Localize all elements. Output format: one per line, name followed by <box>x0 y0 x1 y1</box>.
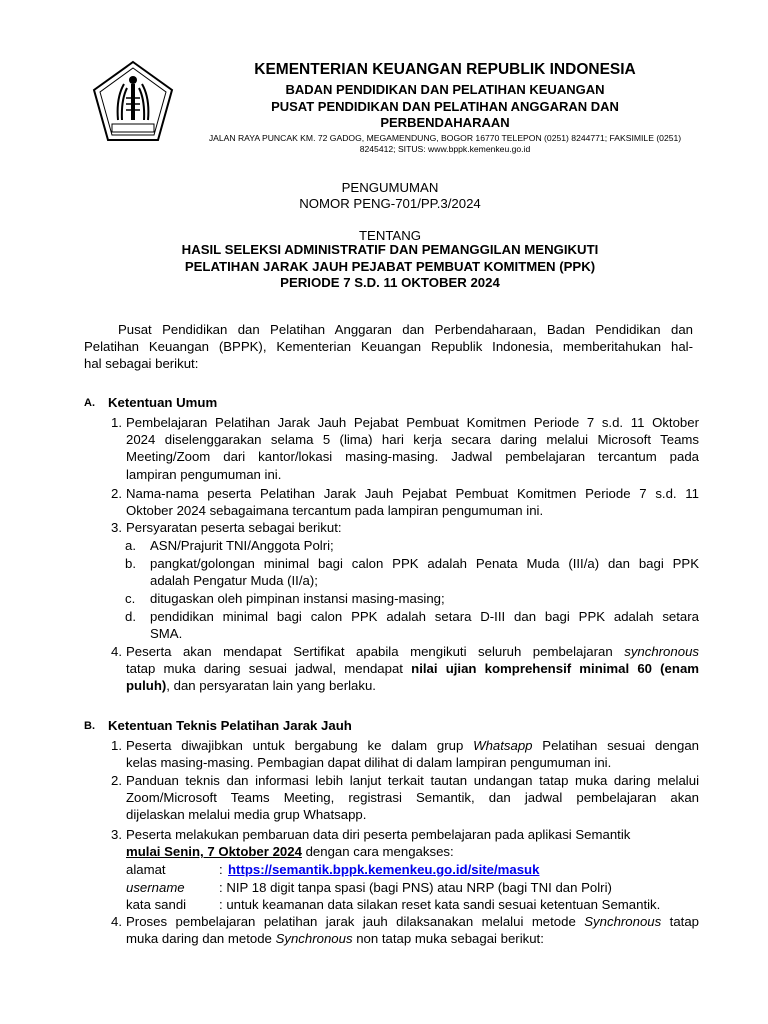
ministry-logo <box>88 58 178 148</box>
list-item: Nama-nama peserta Pelatihan Jarak Jauh Pejabat Pembuat Komitmen Periode 7 s.d. 11 Oktober 2024 sebagaimana tercantum pada lampiran pengumuman ini. <box>126 486 699 519</box>
username-label: username <box>126 880 185 895</box>
sub-item: pangkat/golongan minimal bagi calon PPK adalah Penata Muda (III/a) dan bagi PPK adalah Pengatur Muda (II/a); <box>150 556 699 589</box>
section-a-letter: A. <box>84 397 95 409</box>
announcement-subject: HASIL SELEKSI ADMINISTRATIF DAN PEMANGGILAN MENGIKUTI PELATIHAN JARAK JAUH PEJABAT PEMBUAT KOMITMEN (PPK) PERIODE 7 S.D. 11 OKTOBER 2024 <box>181 242 599 290</box>
announcement-label: PENGUMUMAN <box>341 180 439 195</box>
section-a-title: Ketentuan Umum <box>108 395 218 410</box>
list-item-number: 4. <box>111 914 122 929</box>
announcement-number: NOMOR PENG-701/PP.3/2024 <box>299 196 481 211</box>
about-label: TENTANG <box>358 228 422 243</box>
alamat-label: alamat <box>126 862 166 877</box>
list-item-number: 2. <box>111 773 122 788</box>
ministry-name: KEMENTERIAN KEUANGAN REPUBLIK INDONESIA <box>254 61 636 78</box>
password-label: kata sandi <box>126 897 187 912</box>
list-item-number: 3. <box>111 520 122 535</box>
sub-item-letter: a. <box>125 538 136 553</box>
list-item: Pembelajaran Pelatihan Jarak Jauh Pejabat Pembuat Komitmen Periode 7 s.d. 11 Oktober 2024 diselenggarakan selama 5 (lima) hari kerja secara daring melalui Microsoft Teams Meeting/Zoom dari kantor/lokasi masing-masing. Jadwal pembelajaran tercantum pada lampiran pengumuman ini. <box>126 415 699 482</box>
list-item-number: 1. <box>111 415 122 430</box>
sub-item-letter: d. <box>125 609 136 624</box>
sub-item: ASN/Prajurit TNI/Anggota Polri; <box>150 538 334 553</box>
password-value: : untuk keamanan data silakan reset kata sandi sesuai ketentuan Semantik. <box>219 897 661 912</box>
section-b-title: Ketentuan Teknis Pelatihan Jarak Jauh <box>108 718 352 733</box>
list-item: Proses pembelajaran pelatihan jarak jauh dilaksanakan melalui metode Synchronous tatap muka daring dan metode Synchronous non tatap muka sebagai berikut: <box>126 914 700 947</box>
intro-paragraph: Pusat Pendidikan dan Pelatihan Anggaran dan Perbendaharaan, Badan Pendidikan dan Pelatihan Keuangan (BPPK), Kementerian Keuangan Republik Indonesia, memberitahukan hal- hal sebagai berikut: <box>84 322 693 372</box>
sub-item: ditugaskan oleh pimpinan instansi masing-masing; <box>150 591 445 606</box>
sub-item: pendidikan minimal bagi calon PPK adalah setara D-III dan bagi PPK adalah setara SMA. <box>150 609 699 642</box>
list-item-number: 3. <box>111 827 122 842</box>
list-item: Peserta diwajibkan untuk bergabung ke dalam grup Whatsapp Pelatihan sesuai dengan kelas masing-masing. Pembagian dapat dilihat di dalam lampiran pengumuman ini. <box>126 738 699 771</box>
semantik-login-link[interactable]: https://semantik.bppk.kemenkeu.go.id/site/masuk <box>228 862 540 877</box>
list-item: Persyaratan peserta sebagai berikut: <box>126 520 342 535</box>
sub-item-letter: c. <box>125 591 136 606</box>
address: JALAN RAYA PUNCAK KM. 72 GADOG, MEGAMENDUNG, BOGOR 16770 TELEPON (0251) 8244771; FAKSIMILE (0251) 8245412; SITUS: www.bppk.kemenkeu.go.id <box>208 133 682 154</box>
sub-item-letter: b. <box>125 556 136 571</box>
list-item-number: 4. <box>111 644 122 659</box>
alamat-separator: : <box>219 862 223 877</box>
list-item-number: 1. <box>111 738 122 753</box>
list-item: Peserta akan mendapat Sertifikat apabila mengikuti seluruh pembelajaran synchronous tatap muka daring sesuai jadwal, mendapat nilai ujian komprehensif minimal 60 (enam puluh), dan persyaratan lain yang berlaku. <box>126 644 700 694</box>
list-item-number: 2. <box>111 486 122 501</box>
list-item: Panduan teknis dan informasi lebih lanjut terkait tautan undangan tatap muka daring melalui Zoom/Microsoft Teams Meeting, registrasi Semantik, dan jadwal pembelajaran akan dijelaskan melalui media grup Whatsapp. <box>126 773 699 823</box>
list-item: Peserta melakukan pembaruan data diri peserta pembelajaran pada aplikasi Semantik mulai Senin, 7 Oktober 2024 dengan cara mengakses: <box>126 827 631 860</box>
agency-name: BADAN PENDIDIKAN DAN PELATIHAN KEUANGAN <box>285 82 605 97</box>
username-value: : NIP 18 digit tanpa spasi (bagi PNS) atau NRP (bagi TNI dan Polri) <box>219 880 612 895</box>
section-b-letter: B. <box>84 720 95 732</box>
center-name: PUSAT PENDIDIKAN DAN PELATIHAN ANGGARAN DAN PERBENDAHARAAN <box>271 99 619 130</box>
